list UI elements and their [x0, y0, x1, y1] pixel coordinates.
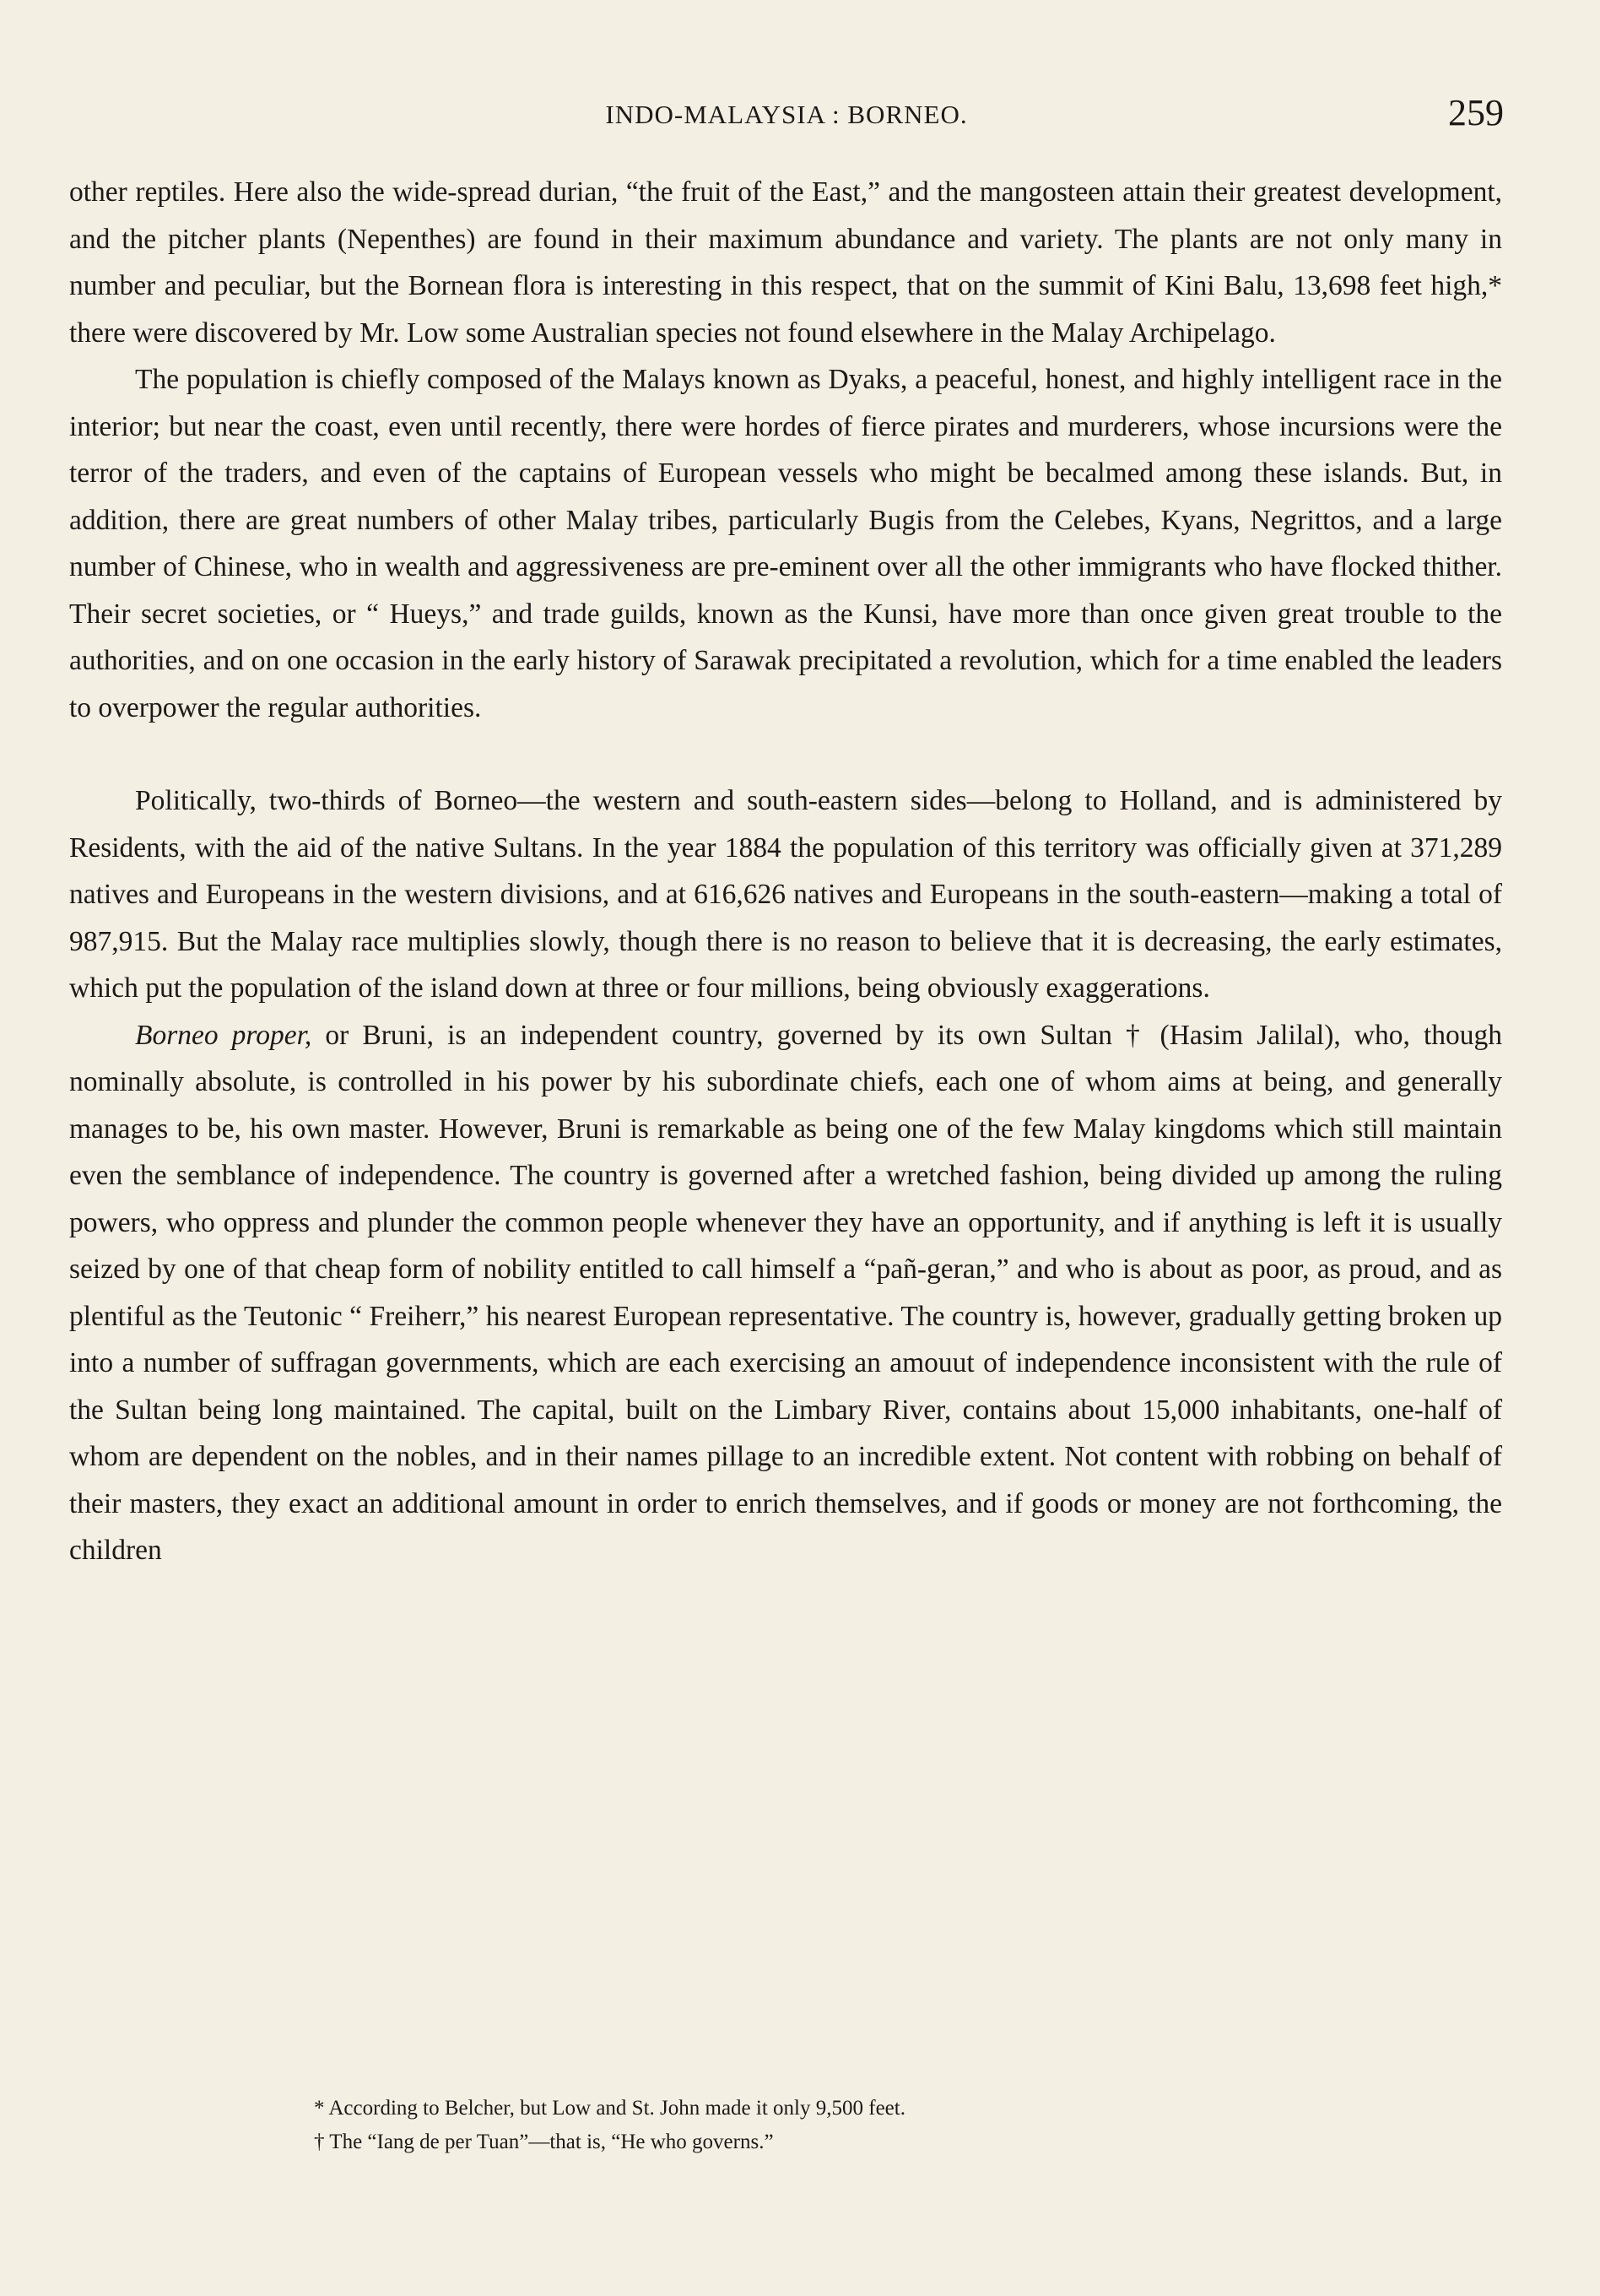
borneo-proper-text: or Bruni, is an independent country, governed by its own Sultan † (Hasim Jalilal), who, though nominally absolute, is controlled in his power by his subordinate chiefs, each one of whom aims at being, and generally manages to be, his own master. However, Bruni is remarkable as being one of the few Malay kingdoms which still maintain even the semblance of independence. The country is governed after a wretched fashion, being divided up among the ruling powers, who oppress and plunder the common people whenever they have an opportunity, and if anything is left it is usually seized by one of that cheap form of nobility entitled to call himself a “pañ-geran,” and who is about as poor, as proud, and as plentiful as the Teutonic “ Freiherr,” his nearest European representative. The country is, however, gradually getting broken up into a number of suffragan governments, which are each exercising an amouut of independence inconsistent with the rule of the Sultan being long maintained. The capital, built on the Limbary River, contains about 15,000 inhabitants, one-half of whom are dependent on the nobles, and in their names pillage to an incredible extent. Not content with robbing on behalf of their masters, they exact an additional amount in order to enrich themselves, and if goods or money are not forthcoming, the children [69, 1019, 1503, 1566]
paragraph-reptiles-flora: other reptiles. Here also the wide-spread durian, “the fruit of the East,” and the mangosteen attain their greatest development, and the pitcher plants (Nepenthes) are found in their maximum abundance and variety. The plants are not only many in number and peculiar, but the Bornean flora is interesting in this respect, that on the summit of Kini Balu, 13,698 feet high,* there were discovered by Mr. Low some Australian species not found elsewhere in the Malay Archipelago. [69, 176, 1502, 349]
page-number: 259 [1448, 92, 1504, 133]
running-title: INDO-MALAYSIA : BORNEO. [605, 100, 968, 129]
footnote-belcher: * According to Belcher, but Low and St. John made it only 9,500 feet. [314, 2097, 905, 2120]
paragraph-borneo-proper [69, 1012, 1502, 1574]
borneo-proper-heading: Borneo proper, [135, 1019, 312, 1051]
running-head [69, 91, 1504, 142]
paragraph-population: The population is chiefly composed of the Malays known as Dyaks, a peaceful, honest, and highly intelligent race in the interior; but near the coast, even until recently, there were hordes of fierce pirates and murderers, whose incursions were the terror of the traders, and even of the captains of European vessels who might be becalmed among these islands. But, in addition, there are great numbers of other Malay tribes, particularly Bugis from the Celebes, Kyans, Negrittos, and a large number of Chinese, who in wealth and aggressiveness are pre-eminent over all the other immigrants who have flocked thither. Their secret societies, or “ Hueys,” and trade guilds, known as the Kunsi, have more than once given great trouble to the authorities, and on one occasion in the early history of Sarawak precipitated a revolution, which for a time enabled the leaders to overpower the regular authorities. [69, 364, 1502, 723]
body-text [69, 169, 1502, 1574]
footnotes [69, 2092, 1502, 2159]
footnote-sultan-title: † The “Iang de per Tuan”—that is, “He who governs.” [314, 2131, 774, 2153]
paragraph-politics: Politically, two-thirds of Borneo—the western and south-eastern sides—belong to Holland, and is administered by Residents, with the aid of the native Sultans. In the year 1884 the population of this territory was officially given at 371,289 natives and Europeans in the western divisions, and at 616,626 natives and Europeans in the south-eastern—making a total of 987,915. But the Malay race multiplies slowly, though there is no reason to believe that it is decreasing, the early estimates, which put the population of the island down at three or four millions, being obviously exaggerations. [69, 785, 1502, 1004]
